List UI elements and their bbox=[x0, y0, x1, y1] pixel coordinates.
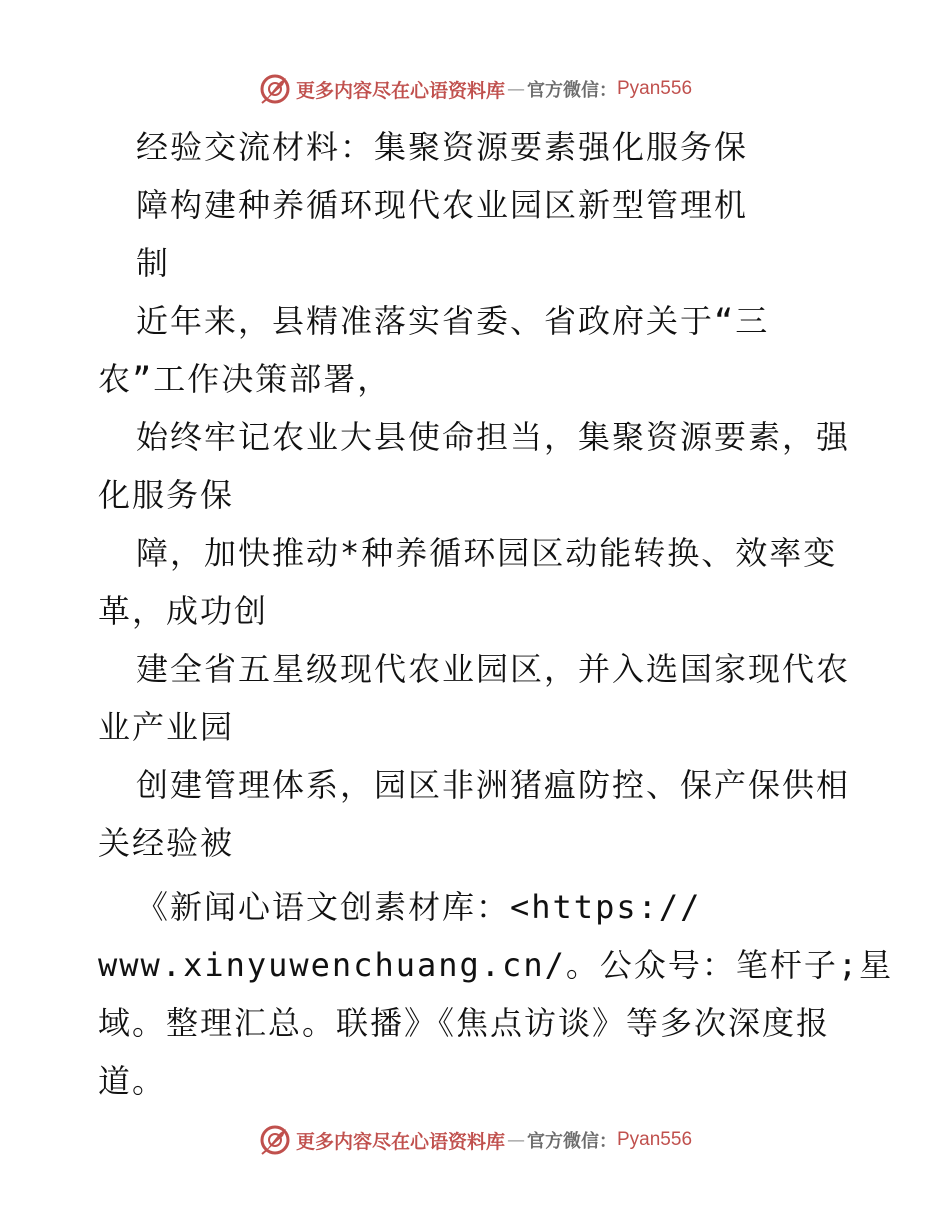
paragraph-line: 建全省五星级现代农业园区，并入选国家现代农 bbox=[136, 650, 851, 688]
paragraph-line: 道。 bbox=[98, 1062, 167, 1100]
paragraph-line: 始终牢记农业大县使命担当，集聚资源要素，强 bbox=[136, 418, 851, 456]
paragraph-line: 近年来，县精准落实省委、省政府关于“三 bbox=[136, 302, 770, 340]
paragraph-line: 化服务保 bbox=[98, 476, 235, 514]
banner-wechat-id: Pyan556 bbox=[617, 78, 693, 99]
paragraph-line: 农”工作决策部署， bbox=[98, 360, 392, 398]
paragraph-line: 革，成功创 bbox=[98, 592, 269, 630]
paragraph-line: 《新闻心语文创素材库：<https:// bbox=[136, 888, 702, 926]
title-line-3: 制 bbox=[136, 244, 171, 282]
banner-dash: — bbox=[507, 78, 525, 100]
banner-title: 更多内容尽在心语资料库 bbox=[295, 79, 505, 102]
banner-wechat-label: 官方微信： bbox=[527, 80, 617, 101]
footer-banner bbox=[0, 1123, 950, 1157]
quill-logo-icon bbox=[258, 72, 292, 106]
paragraph-line: 创建管理体系，园区非洲猪瘟防控、保产保供相 bbox=[136, 766, 851, 804]
title-line-2: 障构建种养循环现代农业园区新型管理机 bbox=[136, 186, 749, 224]
banner-wechat-id: Pyan556 bbox=[617, 1129, 693, 1150]
paragraph-line: 关经验被 bbox=[98, 824, 235, 862]
paragraph-line: 障，加快推动*种养循环园区动能转换、效率变 bbox=[136, 534, 838, 572]
quill-logo-icon bbox=[258, 1123, 292, 1157]
paragraph-line: 域。整理汇总。联播》《焦点访谈》等多次深度报 bbox=[98, 1004, 831, 1042]
header-banner bbox=[0, 72, 950, 106]
paragraph-line: 业产业园 bbox=[98, 708, 235, 746]
banner-title: 更多内容尽在心语资料库 bbox=[295, 1130, 505, 1153]
paragraph-line: www.xinyuwenchuang.cn/。公众号：笔杆子;星 bbox=[98, 946, 894, 984]
banner-wechat-label: 官方微信： bbox=[527, 1131, 617, 1152]
banner-dash: — bbox=[507, 1129, 525, 1151]
title-line-1: 经验交流材料：集聚资源要素强化服务保 bbox=[136, 128, 749, 166]
